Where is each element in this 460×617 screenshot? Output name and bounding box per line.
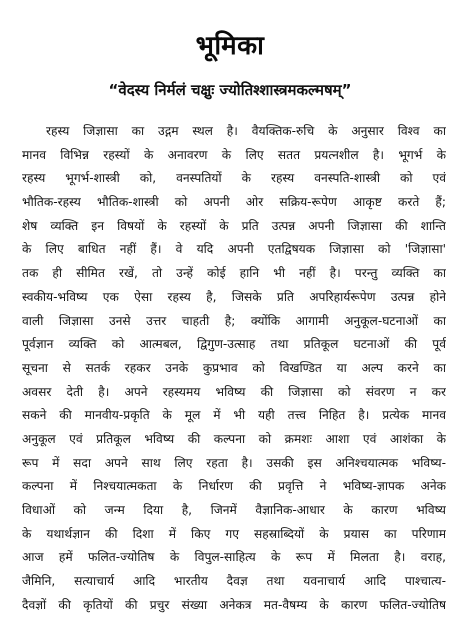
paragraph-line: के लिए बाधित नहीं हैं। वे यदि अपनी एतद्विषयक जिज्ञासा को 'जिज्ञासा': [22, 242, 446, 257]
epigraph-quote: “वेदस्य निर्मलं चक्षुः ज्योतिश्शास्त्रमकल्मषम्”: [108, 81, 352, 99]
paragraph-line: वाली जिज्ञासा उनसे उत्तर चाहती है; क्योंकि आगामी अनुकूल-घटनाओं का: [22, 313, 446, 328]
paragraph-line: शेष व्यक्ति इन विषयों के रहस्यों के प्रति उत्पन्न अपनी जिज्ञासा की शान्ति: [22, 218, 446, 233]
paragraph-line: रूप में सदा अपने साथ लिए रहता है। उसकी इस अनिश्चयात्मक भविष्य-: [22, 455, 446, 470]
page-title: भूमिका: [195, 31, 265, 61]
paragraph-line: आज हमें फलित-ज्योतिष के विपुल-साहित्य के रूप में मिलता है। वराह,: [22, 550, 446, 565]
paragraph-line: अवसर देती है। अपने रहस्यमय भविष्य की जिज्ञासा को संवरण न कर: [22, 384, 446, 399]
paragraph-line: विधाओं को जन्म दिया है, जिनमें वैज्ञानिक-आधार के कारण भविष्य: [22, 503, 446, 517]
paragraph-line: जैमिनि, सत्याचार्य आदि भारतीय दैवज्ञ तथा यवनाचार्य आदि पाश्चात्य-: [22, 574, 446, 589]
paragraph-line: सूचना से सतर्क रहकर उनके कुप्रभाव को विखण्डित या अल्प करने का: [22, 360, 446, 375]
paragraph-line: भौतिक-रहस्य भौतिक-शास्त्री को अपनी ओर सक्रिय-रूपेण आकृष्ट करते हैं;: [22, 195, 446, 210]
paragraph-line: स्वकीय-भविष्य एक ऐसा रहस्य है, जिसके प्रति अपरिहार्यरूपेण उत्पन्न होने: [22, 289, 446, 304]
body-paragraph: [22, 120, 446, 617]
paragraph-line: अनुकूल एवं प्रतिकूल भविष्य की कल्पना को क्रमशः आशा एवं आशंका के: [22, 431, 446, 446]
paragraph-line: पूर्वज्ञान व्यक्ति को आत्मबल, द्विगुण-उत्साह तथा प्रतिकूल घटनाओं की पूर्व: [22, 337, 446, 352]
paragraph-line: कल्पना में निश्चयात्मकता के निर्धारण की प्रवृत्ति ने भविष्य-ज्ञापक अनेक: [22, 479, 446, 494]
paragraph-line: दैवज्ञों की कृतियों की प्रचुर संख्या अनेकत्र मत-वैषम्य के कारण फलित-ज्योतिष: [22, 597, 446, 612]
paragraph-line: मानव विभिन्न रहस्यों के अनावरण के लिए सतत प्रयत्नशील है। भूगर्भ के: [22, 147, 446, 162]
paragraph-line: तक ही सीमित रखें, तो उन्हें कोई हानि भी नहीं है। परन्तु व्यक्ति का: [22, 266, 446, 281]
paragraph-line: सकने की मानवीय-प्रकृति के मूल में भी यही तत्त्व निहित है। प्रत्येक मानव: [22, 408, 446, 423]
paragraph-line: रहस्य भूगर्भ-शास्त्री को, वनस्पतियों के रहस्य वनस्पति-शास्त्री को एवं: [22, 171, 446, 186]
paragraph-line: के यथार्थज्ञान की दिशा में किए गए सहस्राब्दियों के प्रयास का परिणाम: [22, 526, 446, 541]
paragraph-line: रहस्य जिज्ञासा का उद्गम स्थल है। वैयक्तिक-रुचि के अनुसार विश्व का: [46, 124, 446, 138]
